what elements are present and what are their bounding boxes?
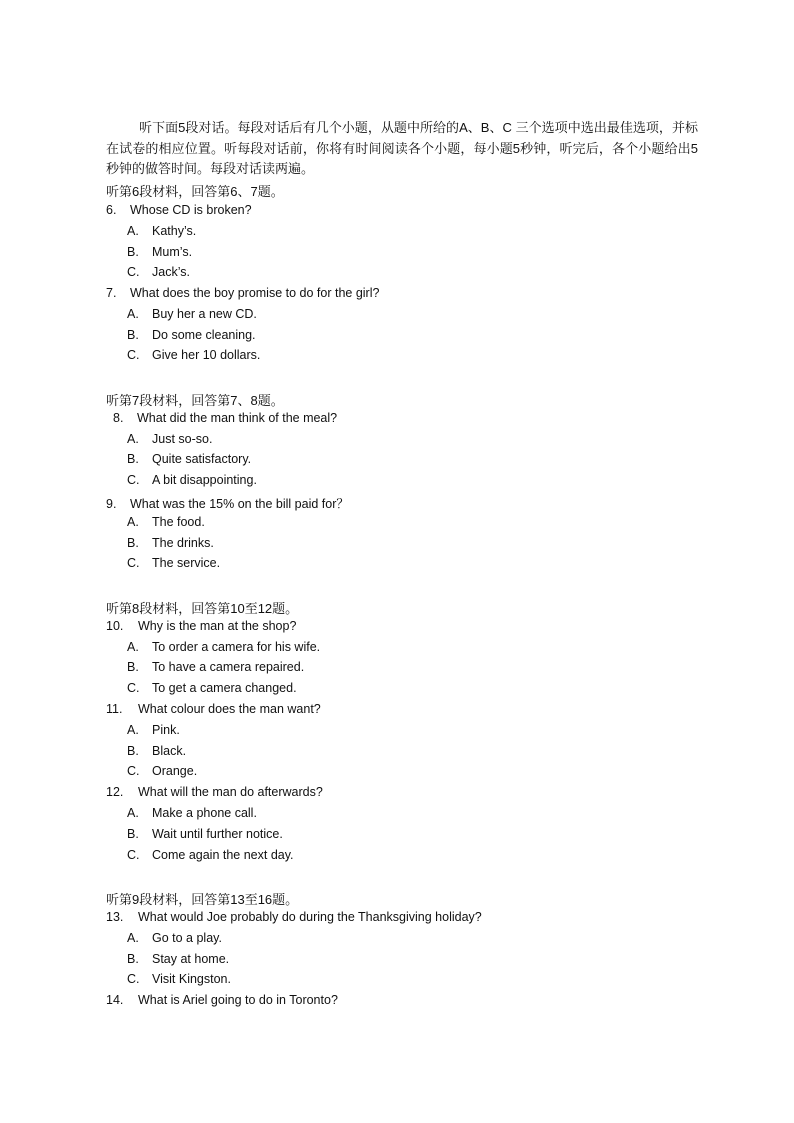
- question-text: What will the man do afterwards?: [138, 785, 323, 799]
- option-a: A. Make a phone call.: [127, 806, 257, 820]
- question-6: [106, 203, 252, 217]
- question-text: Whose CD is broken?: [130, 203, 252, 217]
- option-c: C. The service.: [127, 556, 221, 570]
- option-c: C. Come again the next day.: [127, 848, 294, 862]
- option-c: C. Give her 10 dollars.: [127, 348, 261, 362]
- question-number: 12.: [106, 785, 124, 799]
- question-11: [106, 702, 321, 716]
- question-text: What would Joe probably do during the Thanksgiving holiday?: [138, 910, 482, 924]
- section-title: 听第7段材料，回答第7、8题。: [106, 393, 284, 408]
- option-c: C. To get a camera changed.: [127, 681, 297, 695]
- option-b: B. Quite satisfactory.: [127, 452, 252, 466]
- question-text: What did the man think of the meal?: [137, 411, 338, 425]
- section-title: 听第9段材料，回答第13至16题。: [106, 892, 299, 907]
- question-number: 10.: [106, 619, 124, 633]
- instructions-text: 听下面5段对话。每段对话后有几个小题，从题中所给的A、B、C 三个选项中选出最佳选项，并标在试卷的相应位置。听每段对话前，你将有时间阅读各个小题，每小题5秒钟，听完后，各个小题给出5秒钟的做答时间。每段对话读两遍。: [106, 120, 698, 176]
- question-text: What was the 15% on the bill paid for？: [130, 497, 349, 511]
- option-a: A. Pink.: [127, 723, 180, 737]
- question-10: [106, 619, 296, 633]
- question-number: 13.: [106, 910, 124, 924]
- option-a: A. To order a camera for his wife.: [127, 640, 321, 654]
- option-b: B. To have a camera repaired.: [127, 660, 305, 674]
- question-number: 7.: [106, 286, 117, 300]
- question-number: 8.: [113, 411, 124, 425]
- question-number: 9.: [106, 497, 117, 511]
- question-text: What is Ariel going to do in Toronto?: [138, 993, 338, 1007]
- option-b: B. Mum’s.: [127, 245, 193, 259]
- option-a: A. The food.: [127, 515, 205, 529]
- question-14: [106, 993, 338, 1007]
- question-8: [113, 411, 337, 425]
- question-7: [106, 286, 379, 300]
- question-number: 11.: [106, 702, 123, 716]
- question-13: [106, 910, 482, 924]
- question-text: Why is the man at the shop?: [138, 619, 297, 633]
- option-a: A. Buy her a new CD.: [127, 307, 257, 321]
- question-12: [106, 785, 323, 799]
- option-b: B. Black.: [127, 744, 187, 758]
- option-b: B. Wait until further notice.: [127, 827, 283, 841]
- option-c: C. Visit Kingston.: [127, 972, 231, 986]
- instructions-paragraph: [106, 118, 698, 180]
- option-b: B. Do some cleaning.: [127, 328, 256, 342]
- question-number: 6.: [106, 203, 117, 217]
- section-title: 听第8段材料，回答第10至12题。: [106, 601, 299, 616]
- option-c: C. Jack’s.: [127, 265, 190, 279]
- option-a: A. Just so-so.: [127, 432, 213, 446]
- option-a: A. Go to a play.: [127, 931, 222, 945]
- question-9: [106, 494, 349, 512]
- question-number: 14.: [106, 993, 124, 1007]
- section-title: 听第6段材料，回答第6、7题。: [106, 184, 284, 199]
- option-c: C. A bit disappointing.: [127, 473, 257, 487]
- option-c: C. Orange.: [127, 764, 198, 778]
- question-text: What does the boy promise to do for the girl?: [130, 286, 380, 300]
- question-text: What colour does the man want?: [138, 702, 321, 716]
- option-b: B. Stay at home.: [127, 952, 230, 966]
- option-a: A. Kathy’s.: [127, 224, 197, 238]
- option-b: B. The drinks.: [127, 536, 214, 550]
